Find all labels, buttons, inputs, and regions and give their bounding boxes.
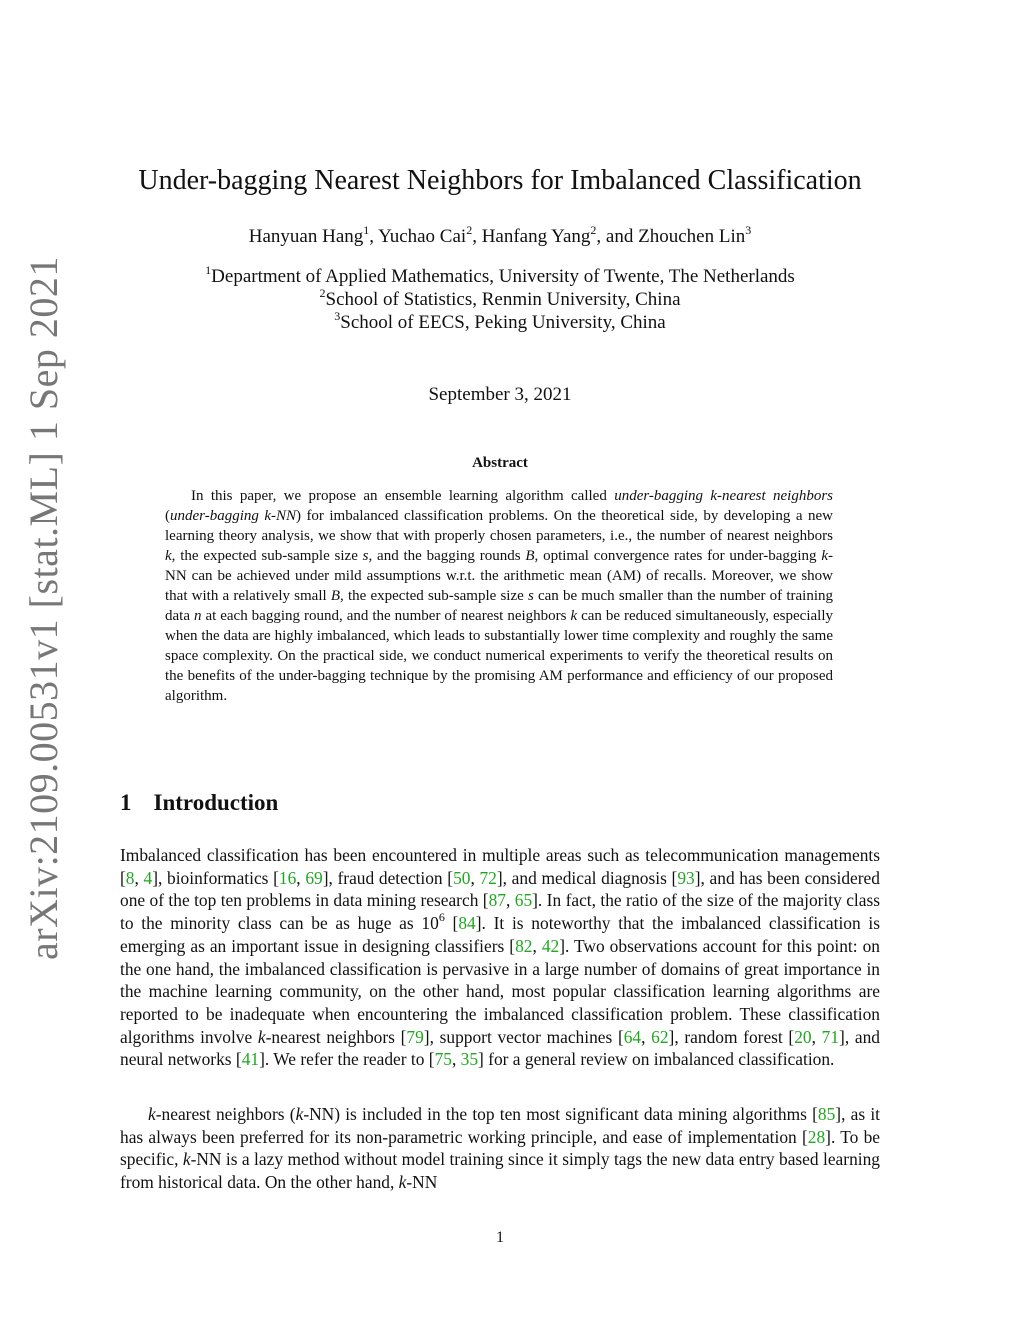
citation-link[interactable]: 87 <box>488 890 506 911</box>
text-run: , <box>505 890 515 911</box>
text-run: Imbalanced classification has been encountered in multiple areas such as telecommunication managements [ <box>120 845 880 888</box>
text-run: In this paper, we propose an ensemble learning algorithm called <box>191 488 615 504</box>
text-run: ], bioinformatics [ <box>152 867 279 888</box>
author-name: Zhouchen Lin <box>638 226 746 247</box>
citation-link[interactable]: 85 <box>817 1104 836 1124</box>
text-run: ], and neural networks [ <box>120 1026 880 1070</box>
italic-text: under-bagging k-nearest neighbors <box>614 488 833 504</box>
citation-link[interactable]: 35 <box>460 1049 479 1070</box>
intro-paragraph-1 <box>120 844 880 1071</box>
text-run: , the expected sub-sample size <box>171 548 363 564</box>
text-run: ], support vector machines [ <box>423 1026 624 1047</box>
text-run: ]. In fact, the ratio of the size of the majority class to the minority class can be as huge as 10 <box>120 890 880 934</box>
citation-link[interactable]: 62 <box>651 1026 669 1047</box>
affiliation-number: 1 <box>205 262 212 277</box>
italic-text: k <box>148 1104 156 1124</box>
affiliation <box>100 285 900 311</box>
text-run: , <box>451 1049 461 1070</box>
author-name: Hanyuan Hang <box>248 226 364 247</box>
citation-link[interactable]: 71 <box>821 1026 840 1047</box>
italic-text: B <box>330 588 341 604</box>
citation-link[interactable]: 42 <box>541 935 560 956</box>
author-separator: , and <box>596 226 639 247</box>
citation-link[interactable]: 16 <box>278 867 297 888</box>
affiliation-text: Department of Applied Mathematics, University of Twente, The Netherlands <box>211 266 795 287</box>
author-separator: , <box>472 226 482 247</box>
text-run: , <box>532 935 542 956</box>
text-run: -nearest neighbors ( <box>155 1104 296 1124</box>
text-run: -NN) is included in the top ten most significant data mining algorithms [ <box>303 1104 818 1124</box>
text-run: , <box>641 1026 652 1047</box>
text-run: can be much smaller than the number of training data <box>165 588 833 624</box>
citation-link[interactable]: 50 <box>453 867 471 888</box>
text-run: , optimal convergence rates for under-bagging <box>534 548 822 564</box>
citation-link[interactable]: 8 <box>125 867 135 888</box>
italic-text: k <box>570 608 578 624</box>
citation-link[interactable]: 93 <box>677 867 695 888</box>
section-heading <box>120 788 278 818</box>
citation-link[interactable]: 79 <box>406 1026 424 1047</box>
author-affiliation-mark: 2 <box>590 222 597 237</box>
citation-link[interactable]: 75 <box>434 1049 452 1070</box>
text-run: ], fraud detection [ <box>322 867 454 888</box>
page-number: 1 <box>496 1229 504 1246</box>
affiliation-text: School of Statistics, Renmin University, China <box>325 289 681 310</box>
text-run: -NN can be achieved under mild assumptions w.r.t. the arithmetic mean (AM) of recalls. Moreover, we show that with a relatively small <box>165 548 834 604</box>
affiliation <box>100 262 900 288</box>
author-name: Yuchao Cai <box>378 226 467 247</box>
italic-text: k <box>295 1104 304 1124</box>
exponent: 6 <box>438 910 445 925</box>
section-number: 1 <box>120 790 132 815</box>
text-run: , <box>811 1026 822 1047</box>
text-run: ]. To be specific, <box>120 1126 880 1170</box>
author-separator: , <box>369 226 379 247</box>
text-run: ]. It is noteworthy that the imbalanced classification is emerging as an important issue in designing classifiers [ <box>120 913 881 956</box>
paper-title: Under-bagging Nearest Neighbors for Imbalanced Classification <box>138 165 862 196</box>
citation-link[interactable]: 20 <box>794 1026 812 1047</box>
text-run: , <box>296 867 306 888</box>
text-run: -nearest neighbors [ <box>265 1026 407 1047</box>
text-run: , <box>134 867 144 888</box>
text-run: , <box>470 867 480 888</box>
citation-link[interactable]: 28 <box>807 1126 826 1147</box>
text-run: ]. Two observations account for this point: on the one hand, the imbalanced classification is pervasive in a large number of domains of great importance in the machine learning community, on the other hand, most popular classification learning algorithms are reported to be inadequate when encountering the imbalanced classification problem. These classification algorithms involve <box>120 935 880 1047</box>
intro-paragraph-2 <box>120 1103 880 1194</box>
author-list <box>100 224 900 250</box>
text-run: -NN <box>406 1172 438 1193</box>
author-affiliation-mark: 3 <box>745 222 752 237</box>
italic-text: B <box>525 548 535 564</box>
affiliation-text: School of EECS, Peking University, China <box>340 312 666 333</box>
italic-text: k <box>398 1172 407 1193</box>
abstract-text <box>165 486 833 706</box>
citation-link[interactable]: 64 <box>623 1026 642 1047</box>
affiliation-number: 3 <box>334 308 341 323</box>
text-run: ], and medical diagnosis [ <box>496 867 678 888</box>
affiliation-list <box>100 262 900 334</box>
publication-date: September 3, 2021 <box>428 384 572 405</box>
italic-text: n <box>193 608 202 624</box>
affiliation-number: 2 <box>319 285 326 300</box>
text-run: at each bagging round, and the number of nearest neighbors <box>201 608 571 624</box>
citation-link[interactable]: 72 <box>479 867 497 888</box>
text-run: , the expected sub-sample size <box>340 588 528 604</box>
text-run: ], as it has always been preferred for its non-parametric working principle, and ease of implementation [ <box>120 1104 881 1147</box>
citation-link[interactable]: 69 <box>305 867 323 888</box>
author-name: Hanfang Yang <box>481 226 591 247</box>
citation-link[interactable]: 82 <box>515 935 533 956</box>
abstract-heading: Abstract <box>472 455 528 471</box>
italic-text: s <box>527 588 534 604</box>
italic-text: s <box>362 548 369 564</box>
italic-text: under-bagging k-NN <box>170 508 296 524</box>
citation-link[interactable]: 4 <box>143 867 153 888</box>
author-affiliation-mark: 2 <box>466 222 473 237</box>
italic-text: k <box>821 548 829 564</box>
text-run: [ <box>444 913 459 934</box>
citation-link[interactable]: 84 <box>458 913 476 934</box>
citation-link[interactable]: 65 <box>514 890 533 911</box>
text-run: ( <box>165 508 170 524</box>
text-run: ], random forest [ <box>668 1026 795 1047</box>
arxiv-identifier-stamp: arXiv:2109.00531v1 [stat.ML] 1 Sep 2021 <box>21 256 66 960</box>
italic-text: k <box>182 1149 191 1170</box>
section-title: Introduction <box>153 790 279 815</box>
text-run: ]. We refer the reader to [ <box>259 1049 435 1070</box>
text-run: ], and has been considered one of the top ten problems in data mining research [ <box>120 867 880 911</box>
text-run: , and the bagging rounds <box>368 548 526 564</box>
citation-link[interactable]: 41 <box>241 1049 260 1070</box>
italic-text: k <box>165 548 172 564</box>
text-run: can be reduced simultaneously, especially when the data are highly imbalanced, which leads to substantially lower time complexity and roughly the same space complexity. On the practical side, we conduct numerical experiments to verify the theoretical results on the benefits of the under-bagging technique by the promising AM performance and efficiency of our proposed algorithm. <box>165 608 833 704</box>
affiliation <box>100 308 900 334</box>
text-run: ) for imbalanced classification problems. On the theoretical side, by developing a new learning theory analysis, we show that with properly chosen parameters, i.e., the number of nearest neighbors <box>165 508 833 544</box>
author-affiliation-mark: 1 <box>363 222 370 237</box>
italic-text: k <box>257 1026 266 1047</box>
text-run: -NN is a lazy method without model training since it simply tags the new data entry based learning from historical data. On the other hand, <box>120 1149 880 1193</box>
text-run: ] for a general review on imbalanced classification. <box>478 1049 835 1070</box>
